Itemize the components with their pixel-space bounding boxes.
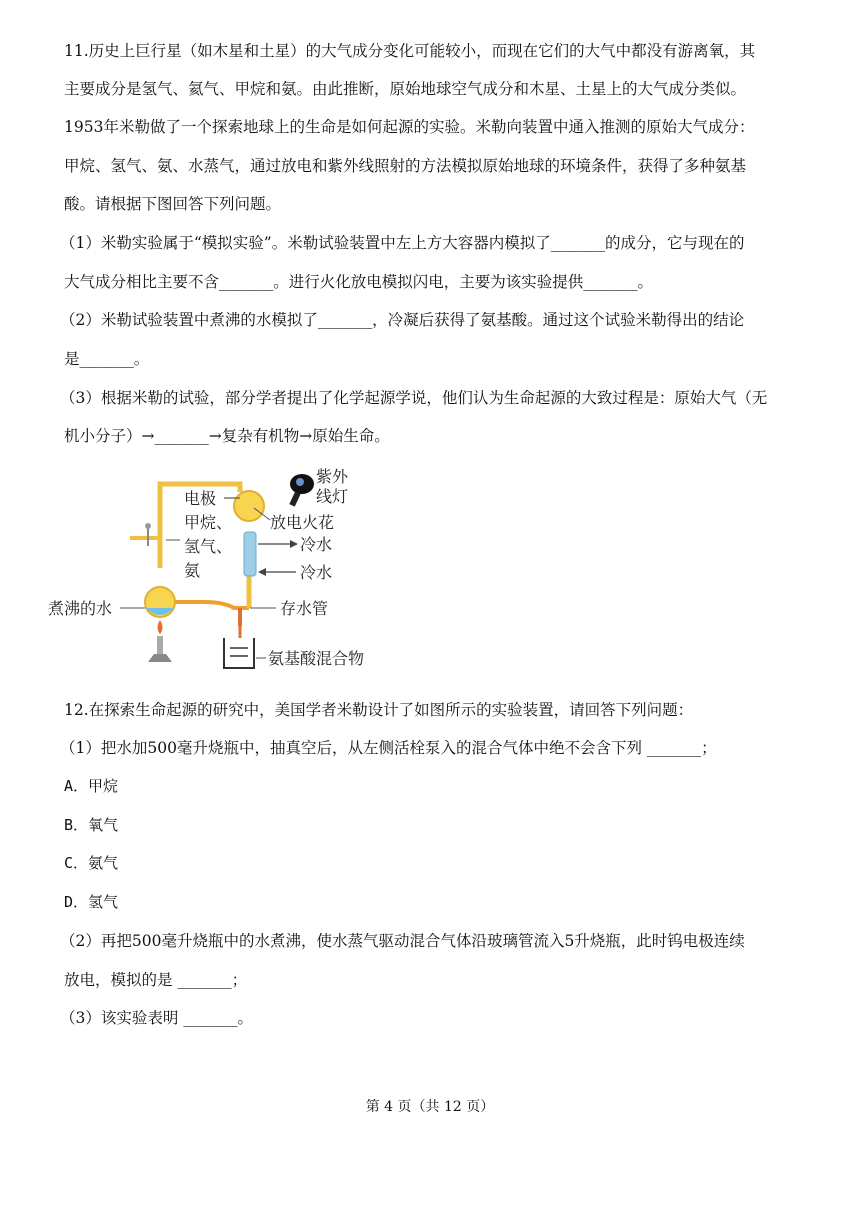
label-cold-in: 冷水 [300,563,333,582]
label-gas-3: 氨 [184,561,201,580]
arrow-head-out [290,540,298,548]
arrow-head-in [258,568,266,576]
burner-base [148,654,172,662]
label-uv-2: 线灯 [316,487,349,506]
condenser-jacket [244,532,256,576]
page-footer: 第 4 页（共 12 页） [365,1099,495,1115]
label-amino-acids: 氨基酸混合物 [268,649,365,668]
q12-option-d: D．氢气 [64,893,119,911]
label-cold-out: 冷水 [300,535,333,554]
q11-line-1: 11.历史上巨行星（如木星和土星）的大气成分变化可能较小，而现在它们的大气中都没有游离氧，其 [64,42,756,60]
q11-part3-line-1: （3）根据米勒的试验，部分学者提出了化学起源学说，他们认为生命起源的大致过程是：原始大气（无 [60,389,768,407]
label-gas-2: 氢气、 [184,537,233,556]
label-water-tube: 存水管 [280,599,329,618]
large-flask [234,491,264,521]
label-spark: 放电火花 [270,513,335,532]
q11-line-5: 酸。请根据下图回答下列问题。 [64,195,282,213]
q11-part1-line-1: （1）米勒实验属于“模拟实验”。米勒试验装置中左上方大容器内模拟了_______的成分，它与现在的 [60,234,745,252]
q12-part2-line-1: （2）再把500毫升烧瓶中的水煮沸，使水蒸气驱动混合气体沿玻璃管流入5升烧瓶，此时钨电极连续 [60,932,745,950]
beaker [224,638,254,668]
q12-option-c: C．氨气 [64,854,119,872]
q11-line-3: 1953年米勒做了一个探索地球上的生命是如何起源的实验。米勒向装置中通入推测的原始大气成分： [64,118,755,136]
label-uv-1: 紫外 [316,467,349,486]
q11-line-4: 甲烷、氢气、氨、水蒸气，通过放电和紫外线照射的方法模拟原始地球的环境条件，获得了多种氨基 [64,157,747,175]
stopcock-knob [145,523,151,529]
q11-part2-line-1: （2）米勒试验装置中煮沸的水模拟了_______，冷凝后获得了氨基酸。通过这个试验米勒得出的结论 [60,311,745,329]
label-boiling-water: 煮沸的水 [48,599,113,618]
connecting-tube [174,602,249,608]
q12-part1: （1）把水加500毫升烧瓶中，抽真空后，从左侧活栓泵入的混合气体中绝不会含下列 _______； [60,739,717,757]
q11-line-2: 主要成分是氢气、氦气、甲烷和氨。由此推断，原始地球空气成分和木星、土星上的大气成分类似。 [64,80,747,98]
q11-part2-line-2: 是_______。 [64,350,150,368]
burner-stem [157,636,163,654]
uv-lamp-icon [289,474,314,507]
q12-part2-line-2: 放电，模拟的是 _______； [64,971,248,989]
q12-part3: （3）该实验表明 _______。 [60,1009,254,1027]
flame [158,620,163,634]
q12-option-b: B．氧气 [64,816,119,834]
q12-option-a: A．甲烷 [64,777,119,795]
q12-stem: 12.在探索生命起源的研究中，美国学者米勒设计了如图所示的实验装置，请回答下列问题： [64,701,694,719]
label-gas-1: 甲烷、 [184,513,233,532]
label-electrode: 电极 [184,489,217,508]
miller-apparatus-figure [44,462,394,682]
q11-part3-line-2: 机小分子）→_______→复杂有机物→原始生命。 [64,427,390,445]
q11-part1-line-2: 大气成分相比主要不含_______。进行火化放电模拟闪电，主要为该实验提供_______。 [64,273,654,291]
